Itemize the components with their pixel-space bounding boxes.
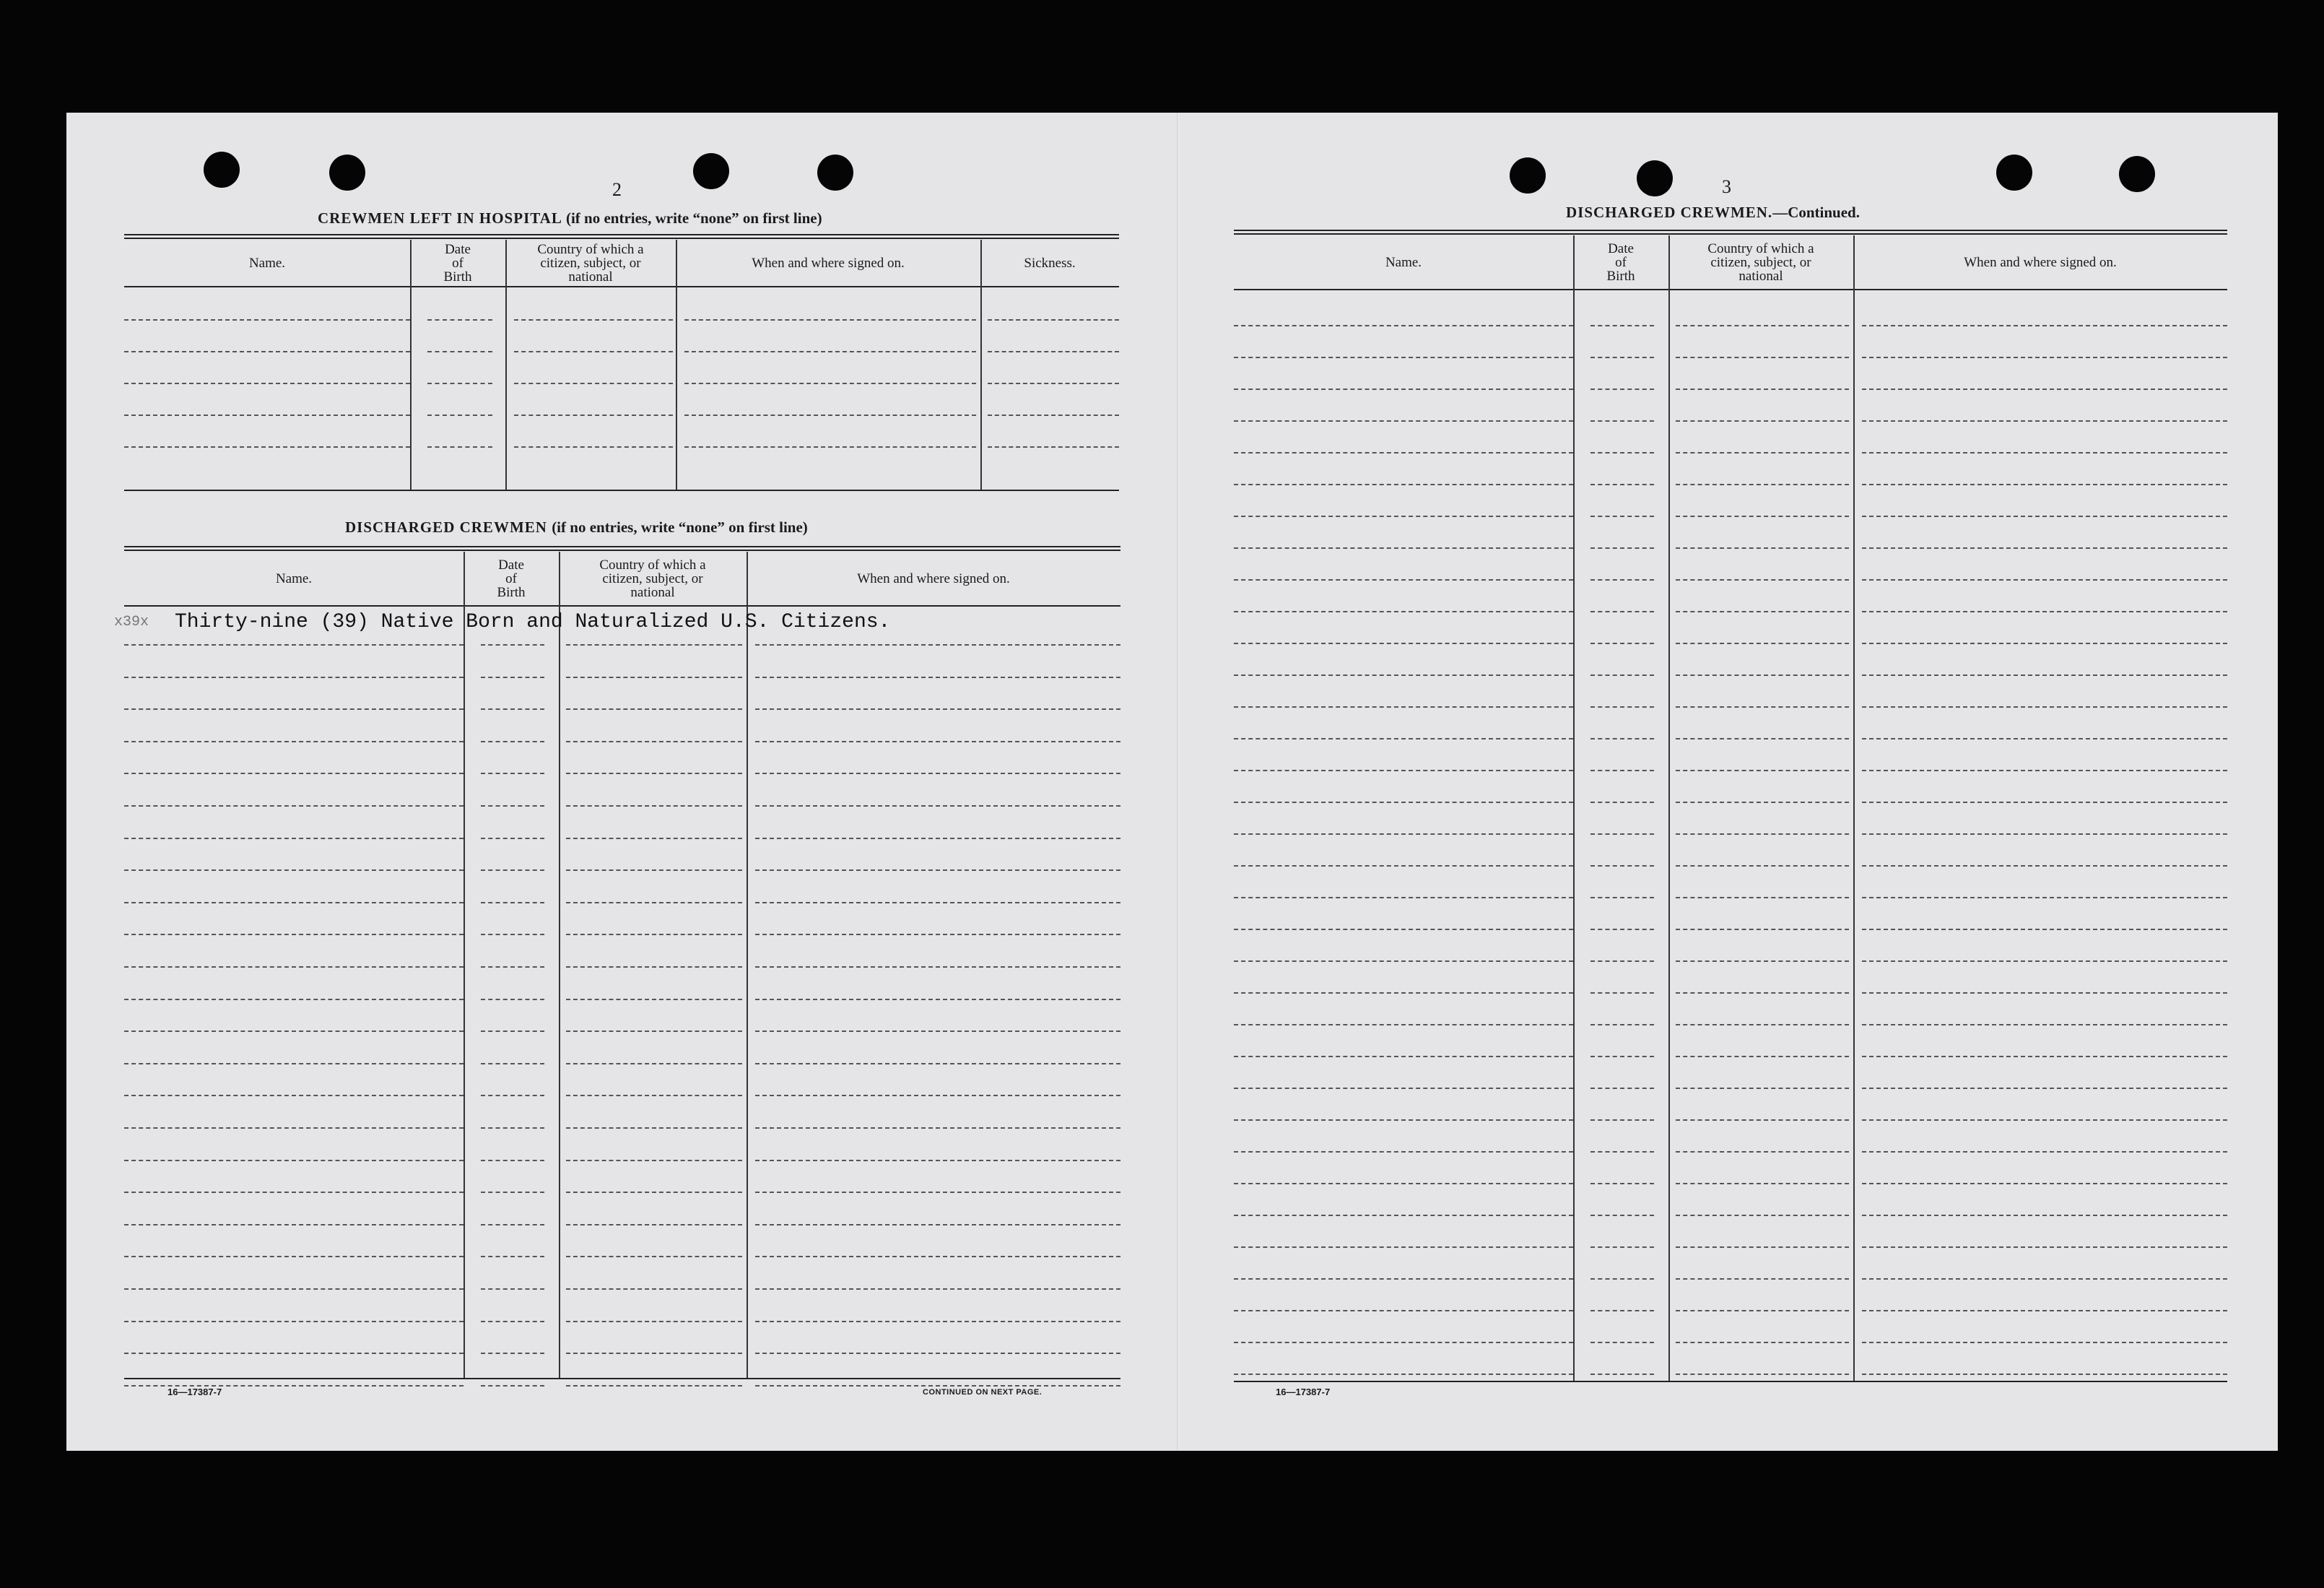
- ruled-line: [1862, 1215, 2227, 1216]
- ruled-line: [684, 351, 976, 352]
- ruled-line: [481, 805, 544, 807]
- hospital-title-note: (if no entries, write “none” on first line): [565, 209, 822, 227]
- ruled-line: [1234, 1024, 1573, 1025]
- ruled-line: [1590, 1088, 1654, 1089]
- ruled-line: [566, 934, 742, 935]
- column-header-date-of-birth: Date of Birth: [497, 557, 526, 600]
- ruled-line: [1676, 1246, 1849, 1248]
- ruled-line: [1234, 960, 1573, 962]
- ruled-line: [481, 1063, 544, 1064]
- punch-hole: [817, 155, 853, 191]
- ruled-line: [566, 1288, 742, 1290]
- ruled-line: [1862, 579, 2227, 581]
- ruled-line: [481, 773, 544, 774]
- ruled-line: [514, 415, 673, 416]
- ruled-line: [481, 966, 544, 968]
- ruled-line: [566, 677, 742, 678]
- ruled-line: [124, 773, 464, 774]
- ruled-line: [566, 1127, 742, 1129]
- ruled-line: [1862, 1246, 2227, 1248]
- ruled-line: [988, 446, 1119, 448]
- ruled-line: [1676, 1088, 1849, 1089]
- ruled-line: [1590, 1024, 1654, 1025]
- ruled-line: [124, 319, 410, 321]
- ruled-line: [1234, 833, 1573, 835]
- ruled-line: [1676, 611, 1849, 612]
- ruled-line: [1862, 389, 2227, 390]
- ruled-line: [1676, 484, 1849, 485]
- ruled-line: [566, 1385, 742, 1387]
- ruled-line: [1676, 706, 1849, 708]
- ruled-line: [481, 741, 544, 742]
- ruled-line: [1234, 1215, 1573, 1216]
- ruled-line: [566, 1256, 742, 1257]
- ruled-line: [514, 319, 673, 321]
- ruled-line: [1862, 420, 2227, 422]
- ruled-line: [1234, 802, 1573, 803]
- ruled-line: [124, 869, 464, 871]
- ruled-line: [1590, 1119, 1654, 1121]
- ruled-line: [566, 773, 742, 774]
- ruled-line: [1590, 484, 1654, 485]
- ruled-line: [481, 902, 544, 903]
- ruled-line: [566, 1321, 742, 1322]
- ruled-line: [481, 1385, 544, 1387]
- ruled-line: [755, 1224, 1120, 1225]
- punch-hole: [1637, 160, 1673, 196]
- ruled-line: [481, 869, 544, 871]
- ruled-line: [1234, 516, 1573, 517]
- ruled-line: [481, 1031, 544, 1032]
- ruled-line: [566, 1160, 742, 1161]
- ruled-line: [1234, 738, 1573, 739]
- ruled-line: [124, 741, 464, 742]
- ruled-line: [755, 966, 1120, 968]
- ruled-line: [1234, 547, 1573, 549]
- ruled-line: [755, 644, 1120, 646]
- discharged-continued-table: [1234, 230, 2227, 1385]
- ruled-line: [1234, 420, 1573, 422]
- ruled-line: [1590, 929, 1654, 930]
- hospital-table: [124, 234, 1119, 494]
- ruled-line: [427, 446, 492, 448]
- ruled-line: [755, 1127, 1120, 1129]
- ruled-line: [1862, 452, 2227, 454]
- ruled-line: [1590, 420, 1654, 422]
- ruled-line: [566, 1353, 742, 1354]
- ruled-line: [124, 708, 464, 710]
- page-number: 3: [1722, 176, 1731, 197]
- ruled-line: [1590, 674, 1654, 676]
- ruled-line: [124, 966, 464, 968]
- column-header-signed-on: When and where signed on.: [1964, 254, 2117, 270]
- ruled-line: [988, 319, 1119, 321]
- ruled-line: [481, 1288, 544, 1290]
- ruled-line: [1862, 1151, 2227, 1153]
- ruled-line: [1590, 547, 1654, 549]
- column-header-signed-on: When and where signed on.: [857, 570, 1010, 586]
- column-header-country: Country of which a citizen, subject, or national: [599, 557, 706, 600]
- ruled-line: [1862, 706, 2227, 708]
- ruled-line: [481, 1256, 544, 1257]
- ruled-line: [124, 677, 464, 678]
- ruled-line: [124, 1224, 464, 1225]
- ruled-line: [1676, 1183, 1849, 1184]
- ruled-line: [755, 1031, 1120, 1032]
- ruled-line: [124, 805, 464, 807]
- column-header-sickness: Sickness.: [1024, 255, 1076, 271]
- ruled-line: [1676, 960, 1849, 962]
- ruled-line: [1590, 1342, 1654, 1343]
- ruled-line: [1862, 833, 2227, 835]
- ruled-line: [755, 1192, 1120, 1193]
- ruled-line: [427, 319, 492, 321]
- ruled-line: [566, 999, 742, 1000]
- ruled-line: [1234, 1056, 1573, 1057]
- ruled-line: [1676, 325, 1849, 326]
- ruled-line: [566, 741, 742, 742]
- ruled-line: [1676, 1024, 1849, 1025]
- ruled-line: [1862, 802, 2227, 803]
- discharged-continued-title: [1566, 204, 1860, 222]
- ruled-line: [1862, 1088, 2227, 1089]
- ruled-line: [1234, 1310, 1573, 1311]
- ruled-line: [1676, 1374, 1849, 1375]
- ruled-line: [481, 644, 544, 646]
- column-header-date-of-birth: Date of Birth: [1606, 240, 1635, 284]
- ruled-line: [1676, 865, 1849, 867]
- ruled-line: [124, 1095, 464, 1096]
- ruled-line: [1862, 1056, 2227, 1057]
- ruled-line: [1676, 1151, 1849, 1153]
- column-header-date-of-birth: Date of Birth: [443, 241, 472, 285]
- ruled-line: [1234, 865, 1573, 867]
- ruled-line: [1862, 1310, 2227, 1311]
- ruled-line: [481, 708, 544, 710]
- ruled-line: [1234, 484, 1573, 485]
- ruled-line: [514, 351, 673, 352]
- ruled-line: [1862, 1278, 2227, 1280]
- ruled-line: [1862, 325, 2227, 326]
- ruled-line: [1590, 452, 1654, 454]
- ruled-line: [1234, 929, 1573, 930]
- ruled-line: [1590, 325, 1654, 326]
- ruled-line: [1676, 643, 1849, 644]
- ruled-line: [1676, 1310, 1849, 1311]
- ruled-line: [1234, 1246, 1573, 1248]
- left-page: [66, 113, 1179, 1451]
- ruled-line: [481, 934, 544, 935]
- page-number: 2: [612, 179, 622, 200]
- ruled-line: [1676, 1119, 1849, 1121]
- ruled-line: [1590, 738, 1654, 739]
- ruled-line: [1234, 1151, 1573, 1153]
- hospital-section-title: [318, 209, 822, 227]
- ruled-line: [1590, 1056, 1654, 1057]
- right-page: [1179, 113, 2278, 1451]
- column-header-country: Country of which a citizen, subject, or national: [1707, 240, 1814, 284]
- ruled-line: [1862, 516, 2227, 517]
- ruled-line: [1862, 770, 2227, 771]
- ruled-line: [1234, 611, 1573, 612]
- ruled-line: [755, 1256, 1120, 1257]
- ruled-line: [1590, 1151, 1654, 1153]
- ruled-line: [481, 1192, 544, 1193]
- ruled-line: [566, 644, 742, 646]
- ruled-line: [481, 1224, 544, 1225]
- ruled-line: [684, 415, 976, 416]
- discharged-table: [114, 546, 1120, 1382]
- ruled-line: [1676, 1056, 1849, 1057]
- ruled-line: [566, 1095, 742, 1096]
- ruled-line: [1590, 1278, 1654, 1280]
- ruled-line: [124, 446, 410, 448]
- ruled-line: [755, 708, 1120, 710]
- ruled-line: [1590, 897, 1654, 898]
- ruled-line: [755, 838, 1120, 839]
- ruled-line: [1676, 357, 1849, 358]
- ruled-line: [124, 1063, 464, 1064]
- ruled-line: [566, 1031, 742, 1032]
- ruled-line: [1676, 1342, 1849, 1343]
- ruled-line: [124, 902, 464, 903]
- ruled-line: [755, 1288, 1120, 1290]
- column-header-name: Name.: [275, 570, 313, 586]
- ruled-line: [755, 773, 1120, 774]
- ruled-line: [1676, 420, 1849, 422]
- ruled-line: [124, 1031, 464, 1032]
- ruled-line: [1862, 1342, 2227, 1343]
- ruled-line: [1590, 833, 1654, 835]
- ruled-line: [1676, 516, 1849, 517]
- punch-hole: [2119, 156, 2155, 192]
- ruled-line: [755, 1353, 1120, 1354]
- ruled-line: [1234, 579, 1573, 581]
- ruled-line: [1234, 1119, 1573, 1121]
- hospital-title-text: CREWMEN LEFT IN HOSPITAL: [318, 209, 562, 227]
- ruled-line: [1590, 706, 1654, 708]
- ruled-line: [755, 805, 1120, 807]
- ruled-line: [1862, 484, 2227, 485]
- ruled-line: [1676, 833, 1849, 835]
- ruled-line: [481, 1353, 544, 1354]
- ruled-line: [481, 677, 544, 678]
- ruled-line: [1590, 770, 1654, 771]
- ruled-line: [684, 383, 976, 384]
- ruled-line: [684, 446, 976, 448]
- ruled-line: [124, 1321, 464, 1322]
- ruled-line: [1234, 1342, 1573, 1343]
- ruled-line: [124, 644, 464, 646]
- ruled-line: [1590, 1374, 1654, 1375]
- punch-hole: [329, 155, 365, 191]
- ruled-line: [1590, 1183, 1654, 1184]
- ruled-line: [1590, 1310, 1654, 1311]
- ruled-line: [684, 319, 976, 321]
- ruled-line: [755, 677, 1120, 678]
- ruled-line: [514, 446, 673, 448]
- form-code: 16—17387-7: [167, 1387, 222, 1397]
- ruled-line: [988, 351, 1119, 352]
- ruled-line: [427, 415, 492, 416]
- ruled-line: [1676, 738, 1849, 739]
- ruled-line: [427, 383, 492, 384]
- ruled-line: [566, 869, 742, 871]
- ruled-line: [481, 1321, 544, 1322]
- ruled-line: [566, 838, 742, 839]
- ruled-line: [1676, 992, 1849, 994]
- ruled-line: [1862, 1024, 2227, 1025]
- continued-note: CONTINUED ON NEXT PAGE.: [923, 1388, 1043, 1397]
- ruled-line: [1590, 611, 1654, 612]
- ruled-line: [514, 383, 673, 384]
- ruled-line: [566, 966, 742, 968]
- ruled-line: [566, 1192, 742, 1193]
- ruled-line: [1234, 452, 1573, 454]
- ruled-line: [1862, 738, 2227, 739]
- ruled-line: [988, 415, 1119, 416]
- ruled-line: [566, 805, 742, 807]
- ruled-line: [1862, 992, 2227, 994]
- ruled-line: [566, 1224, 742, 1225]
- ruled-line: [124, 1288, 464, 1290]
- ruled-line: [755, 869, 1120, 871]
- ruled-line: [1234, 674, 1573, 676]
- ruled-line: [1676, 547, 1849, 549]
- ruled-line: [755, 1160, 1120, 1161]
- ruled-line: [755, 741, 1120, 742]
- ruled-line: [1862, 1183, 2227, 1184]
- ruled-line: [1234, 643, 1573, 644]
- ruled-line: [481, 1160, 544, 1161]
- ruled-line: [481, 999, 544, 1000]
- ruled-line: [124, 934, 464, 935]
- ruled-line: [1234, 1088, 1573, 1089]
- column-header-name: Name.: [1385, 254, 1422, 270]
- ruled-line: [566, 1063, 742, 1064]
- ruled-line: [124, 383, 410, 384]
- discharged-continued-title-text: DISCHARGED CREWMEN.: [1566, 204, 1773, 221]
- ruled-line: [1862, 897, 2227, 898]
- ruled-line: [124, 1192, 464, 1193]
- ruled-line: [1676, 579, 1849, 581]
- ruled-line: [124, 415, 410, 416]
- ruled-line: [481, 838, 544, 839]
- ruled-line: [1676, 897, 1849, 898]
- ruled-line: [124, 838, 464, 839]
- ruled-line: [755, 1095, 1120, 1096]
- column-header-signed-on: When and where signed on.: [752, 255, 905, 271]
- ruled-line: [1676, 770, 1849, 771]
- ruled-line: [1590, 1215, 1654, 1216]
- ruled-line: [1676, 1215, 1849, 1216]
- ruled-line: [755, 934, 1120, 935]
- typed-entry-prefix: x39x: [114, 614, 149, 630]
- ruled-line: [124, 1256, 464, 1257]
- ruled-line: [988, 383, 1119, 384]
- discharged-section-title: [345, 519, 808, 537]
- ruled-line: [1590, 643, 1654, 644]
- ruled-line: [755, 1385, 1120, 1387]
- form-code: 16—17387-7: [1276, 1387, 1331, 1397]
- ruled-line: [427, 351, 492, 352]
- column-header-name: Name.: [248, 255, 286, 271]
- ruled-line: [755, 999, 1120, 1000]
- ruled-line: [1676, 802, 1849, 803]
- ruled-line: [1590, 802, 1654, 803]
- ruled-line: [1862, 1374, 2227, 1375]
- ruled-line: [481, 1127, 544, 1129]
- ruled-line: [124, 351, 410, 352]
- ruled-line: [755, 1321, 1120, 1322]
- ruled-line: [1676, 452, 1849, 454]
- ruled-line: [1862, 611, 2227, 612]
- ruled-line: [1590, 865, 1654, 867]
- column-header-country: Country of which a citizen, subject, or national: [537, 241, 644, 285]
- ruled-line: [1590, 1246, 1654, 1248]
- ruled-line: [755, 1063, 1120, 1064]
- ruled-line: [1862, 547, 2227, 549]
- ruled-line: [1234, 1183, 1573, 1184]
- ruled-line: [1862, 865, 2227, 867]
- ruled-line: [1590, 579, 1654, 581]
- ruled-line: [481, 1095, 544, 1096]
- ruled-line: [1590, 389, 1654, 390]
- ruled-line: [1862, 960, 2227, 962]
- ruled-line: [1862, 643, 2227, 644]
- ruled-line: [1234, 357, 1573, 358]
- typed-entry: Thirty-nine (39) Native Born and Naturalized U.S. Citizens.: [175, 611, 891, 633]
- ruled-line: [1862, 357, 2227, 358]
- ruled-line: [1234, 770, 1573, 771]
- ruled-line: [566, 902, 742, 903]
- ruled-line: [1234, 992, 1573, 994]
- ruled-line: [124, 1160, 464, 1161]
- ruled-line: [1234, 325, 1573, 326]
- ruled-line: [1234, 1278, 1573, 1280]
- punch-hole: [1510, 157, 1546, 194]
- punch-hole: [204, 152, 240, 188]
- ruled-line: [1590, 992, 1654, 994]
- ruled-line: [124, 1127, 464, 1129]
- discharged-title-note: (if no entries, write “none” on first line): [552, 519, 808, 536]
- punch-hole: [1996, 155, 2032, 191]
- continued-label: —Continued.: [1772, 204, 1860, 221]
- ruled-line: [566, 708, 742, 710]
- ruled-line: [124, 1353, 464, 1354]
- discharged-title-text: DISCHARGED CREWMEN: [345, 519, 547, 536]
- ruled-line: [1862, 929, 2227, 930]
- ruled-line: [1676, 1278, 1849, 1280]
- ruled-line: [124, 999, 464, 1000]
- ruled-line: [1676, 674, 1849, 676]
- ruled-line: [1590, 516, 1654, 517]
- punch-hole: [693, 153, 729, 189]
- ruled-line: [1676, 389, 1849, 390]
- ruled-line: [1862, 674, 2227, 676]
- ruled-line: [1862, 1119, 2227, 1121]
- ruled-line: [755, 902, 1120, 903]
- ruled-line: [1234, 706, 1573, 708]
- ruled-line: [1234, 389, 1573, 390]
- ruled-line: [1590, 960, 1654, 962]
- ruled-line: [1234, 1374, 1573, 1375]
- ruled-line: [1590, 357, 1654, 358]
- ruled-line: [1676, 929, 1849, 930]
- ruled-line: [1234, 897, 1573, 898]
